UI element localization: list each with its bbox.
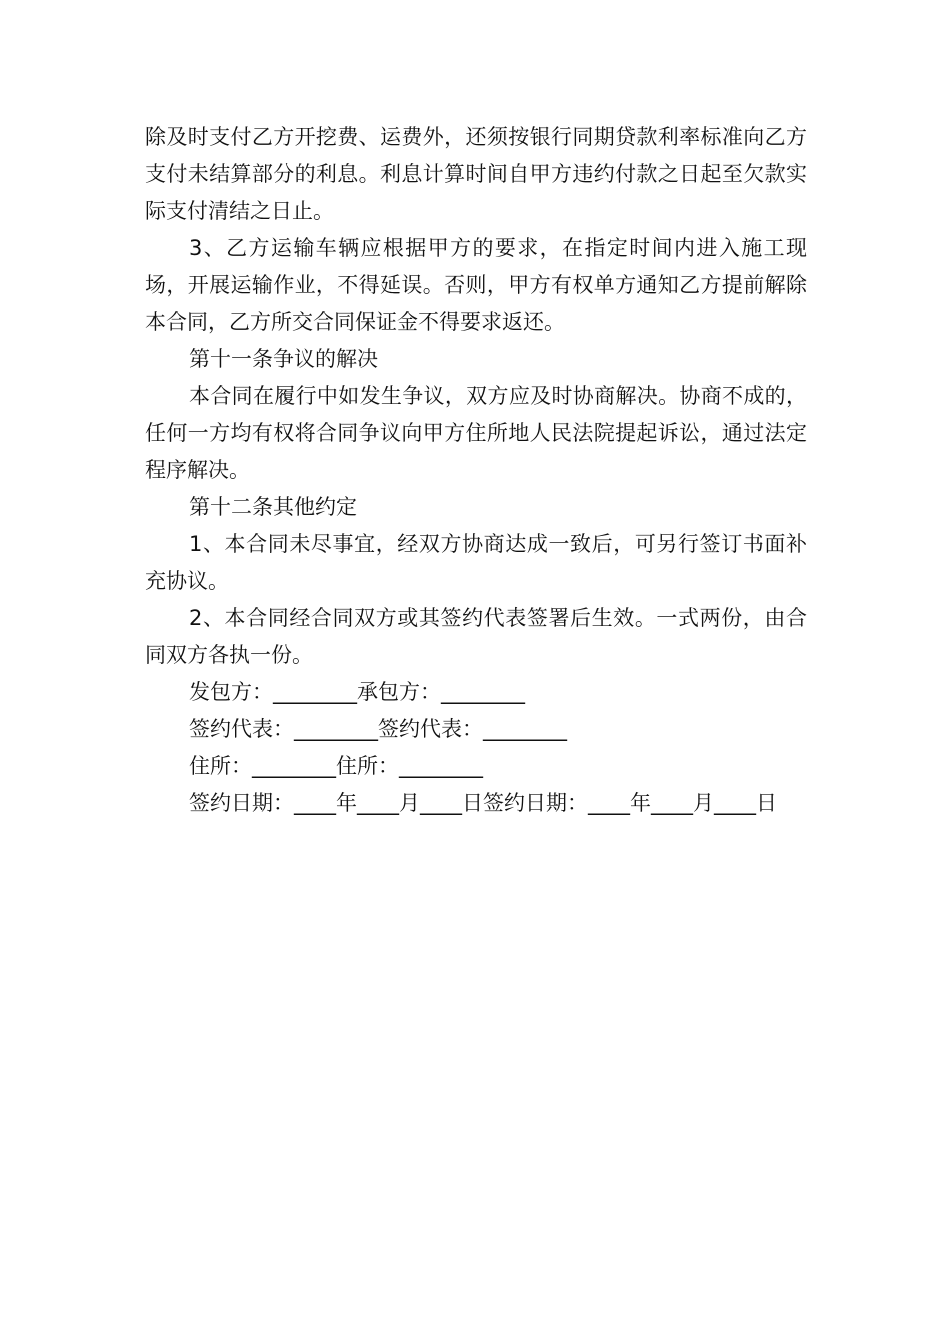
signature-address-line: 住所：________住所：________	[189, 754, 483, 778]
signature-date-line: 签约日期：____年____月____日签约日期：____年____月____日	[189, 791, 777, 815]
signature-parties-line: 发包方：________承包方：________	[189, 680, 525, 704]
paragraph-clause-3: 3、乙方运输车辆应根据甲方的要求，在指定时间内进入施工现场，开展运输作业，不得延误。否则，甲方有权单方通知乙方提前解除本合同，乙方所交合同保证金不得要求返还。	[145, 236, 807, 334]
document-body	[145, 119, 807, 822]
heading-article-11: 第十一条争议的解决	[189, 347, 378, 371]
signature-representatives-line: 签约代表：________签约代表：________	[189, 717, 567, 741]
heading-article-12: 第十二条其他约定	[189, 495, 357, 519]
paragraph-clause-1: 1、本合同未尽事宜，经双方协商达成一致后，可另行签订书面补充协议。	[145, 532, 807, 593]
paragraph-clause-2: 2、本合同经合同双方或其签约代表签署后生效。一式两份，由合同双方各执一份。	[145, 606, 807, 667]
paragraph-dispute-resolution: 本合同在履行中如发生争议，双方应及时协商解决。协商不成的，任何一方均有权将合同争议向甲方住所地人民法院提起诉讼，通过法定程序解决。	[145, 384, 807, 482]
paragraph-interest-clause: 除及时支付乙方开挖费、运费外，还须按银行同期贷款利率标准向乙方支付未结算部分的利息。利息计算时间自甲方违约付款之日起至欠款实际支付清结之日止。	[145, 125, 807, 223]
